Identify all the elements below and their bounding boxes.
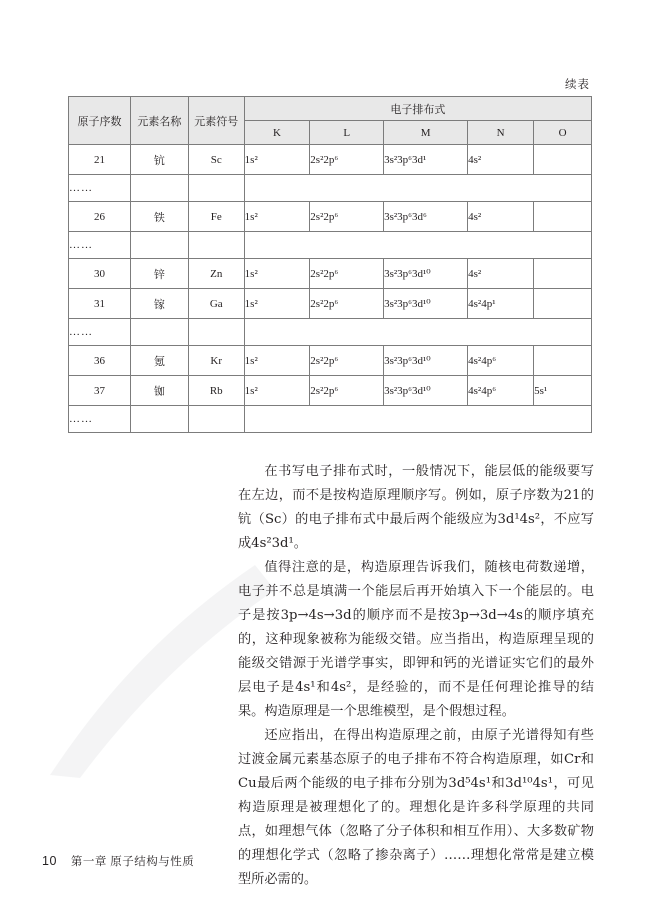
- cell-element-symbol: Kr: [188, 346, 244, 376]
- cell-empty: [244, 175, 591, 202]
- cell-ellipsis: ……: [69, 175, 131, 202]
- cell-shell-l: 2s²2p⁶: [310, 259, 384, 289]
- cell-atomic-number: 30: [69, 259, 131, 289]
- chapter-title: 第一章 原子结构与性质: [70, 856, 195, 868]
- paragraph-3: 还应指出，在得出构造原理之前，由原子光谱得知有些过渡金属元素基态原子的电子排布不符合构造原理，如Cr和Cu最后两个能级的电子排布分别为3d⁵4s¹和3d¹⁰4s¹，可见构造原理是被理想化了的。理想化是许多科学原理的共同点，如理想气体（忽略了分子体积和相互作用）、大多数矿物的理想化学式（忽略了掺杂离子）……理想化常常是建立模型所必需的。: [238, 728, 594, 887]
- table-row: [69, 346, 592, 376]
- header-shell-o: O: [534, 121, 592, 145]
- cell-atomic-number: 36: [69, 346, 131, 376]
- header-element-symbol: 元素符号: [188, 97, 244, 145]
- cell-ellipsis: ……: [69, 319, 131, 346]
- cell-shell-k: 1s²: [244, 259, 310, 289]
- cell-empty: [244, 319, 591, 346]
- cell-shell-k: 1s²: [244, 145, 310, 175]
- cell-shell-m: 3s²3p⁶3d¹⁰: [384, 289, 468, 319]
- cell-shell-l: 2s²2p⁶: [310, 145, 384, 175]
- table-row-ellipsis: [69, 232, 592, 259]
- cell-element-name: 钪: [131, 145, 189, 175]
- cell-shell-k: 1s²: [244, 376, 310, 406]
- cell-shell-o: [534, 259, 592, 289]
- table-row-ellipsis: [69, 319, 592, 346]
- cell-empty: [188, 406, 244, 433]
- electron-configuration-table: [68, 96, 592, 433]
- cell-atomic-number: 37: [69, 376, 131, 406]
- cell-shell-l: 2s²2p⁶: [310, 376, 384, 406]
- continued-table-label: 续表: [565, 79, 590, 91]
- table-row: [69, 259, 592, 289]
- cell-shell-n: 4s²: [468, 145, 534, 175]
- cell-ellipsis: ……: [69, 232, 131, 259]
- cell-shell-m: 3s²3p⁶3d¹⁰: [384, 346, 468, 376]
- cell-atomic-number: 21: [69, 145, 131, 175]
- table-row: [69, 289, 592, 319]
- cell-shell-m: 3s²3p⁶3d¹: [384, 145, 468, 175]
- cell-shell-k: 1s²: [244, 202, 310, 232]
- cell-element-symbol: Ga: [188, 289, 244, 319]
- header-configuration: 电子排布式: [244, 97, 591, 121]
- table-header-row-1: [69, 97, 592, 121]
- header-shell-m: M: [384, 121, 468, 145]
- cell-element-name: 镓: [131, 289, 189, 319]
- paragraph-1: 在书写电子排布式时，一般情况下，能层低的能级要写在左边，而不是按构造原理顺序写。例如，原子序数为21的钪（Sc）的电子排布式中最后两个能级应为3d¹4s²，不应写成4s²3d¹。: [238, 464, 594, 551]
- cell-empty: [131, 406, 189, 433]
- cell-empty: [244, 232, 591, 259]
- cell-element-symbol: Sc: [188, 145, 244, 175]
- body-text-column: [238, 460, 594, 892]
- cell-element-name: 氪: [131, 346, 189, 376]
- cell-element-symbol: Fe: [188, 202, 244, 232]
- cell-shell-n: 4s²: [468, 202, 534, 232]
- electron-configuration-table-wrap: [68, 96, 592, 433]
- cell-element-symbol: Zn: [188, 259, 244, 289]
- cell-shell-n: 4s²: [468, 259, 534, 289]
- header-shell-k: K: [244, 121, 310, 145]
- cell-atomic-number: 26: [69, 202, 131, 232]
- page-number: 10: [42, 854, 57, 868]
- cell-shell-m: 3s²3p⁶3d⁶: [384, 202, 468, 232]
- cell-shell-o: [534, 346, 592, 376]
- cell-shell-l: 2s²2p⁶: [310, 289, 384, 319]
- cell-ellipsis: ……: [69, 406, 131, 433]
- cell-shell-l: 2s²2p⁶: [310, 346, 384, 376]
- cell-empty: [131, 232, 189, 259]
- paragraph-2: 值得注意的是，构造原理告诉我们，随核电荷数递增，电子并不总是填满一个能层后再开始填入下一个能层的。电子是按3p→4s→3d的顺序而不是按3p→3d→4s的顺序填充的，这种现象被称为能级交错。应当指出，构造原理呈现的能级交错源于光谱学事实，即钾和钙的光谱证实它们的最外层电子是4s¹和4s²，是经验的，而不是任何理论推导的结果。构造原理是一个思维模型，是个假想过程。: [238, 560, 594, 719]
- cell-empty: [131, 319, 189, 346]
- cell-shell-o: [534, 289, 592, 319]
- table-row-ellipsis: [69, 406, 592, 433]
- header-shell-l: L: [310, 121, 384, 145]
- cell-shell-k: 1s²: [244, 346, 310, 376]
- header-atomic-number: 原子序数: [69, 97, 131, 145]
- table-row: [69, 202, 592, 232]
- cell-element-name: 铁: [131, 202, 189, 232]
- table-row-ellipsis: [69, 175, 592, 202]
- cell-shell-n: 4s²4p¹: [468, 289, 534, 319]
- cell-empty: [188, 232, 244, 259]
- cell-element-name: 锌: [131, 259, 189, 289]
- cell-empty: [131, 175, 189, 202]
- cell-element-name: 铷: [131, 376, 189, 406]
- table-row: [69, 145, 592, 175]
- cell-shell-l: 2s²2p⁶: [310, 202, 384, 232]
- cell-shell-o: 5s¹: [534, 376, 592, 406]
- cell-shell-n: 4s²4p⁶: [468, 376, 534, 406]
- cell-empty: [244, 406, 591, 433]
- cell-shell-k: 1s²: [244, 289, 310, 319]
- cell-shell-n: 4s²4p⁶: [468, 346, 534, 376]
- cell-shell-m: 3s²3p⁶3d¹⁰: [384, 259, 468, 289]
- cell-shell-o: [534, 145, 592, 175]
- cell-empty: [188, 319, 244, 346]
- page-footer: [42, 853, 194, 869]
- cell-shell-o: [534, 202, 592, 232]
- header-element-name: 元素名称: [131, 97, 189, 145]
- table-row: [69, 376, 592, 406]
- header-shell-n: N: [468, 121, 534, 145]
- cell-empty: [188, 175, 244, 202]
- cell-element-symbol: Rb: [188, 376, 244, 406]
- cell-atomic-number: 31: [69, 289, 131, 319]
- cell-shell-m: 3s²3p⁶3d¹⁰: [384, 376, 468, 406]
